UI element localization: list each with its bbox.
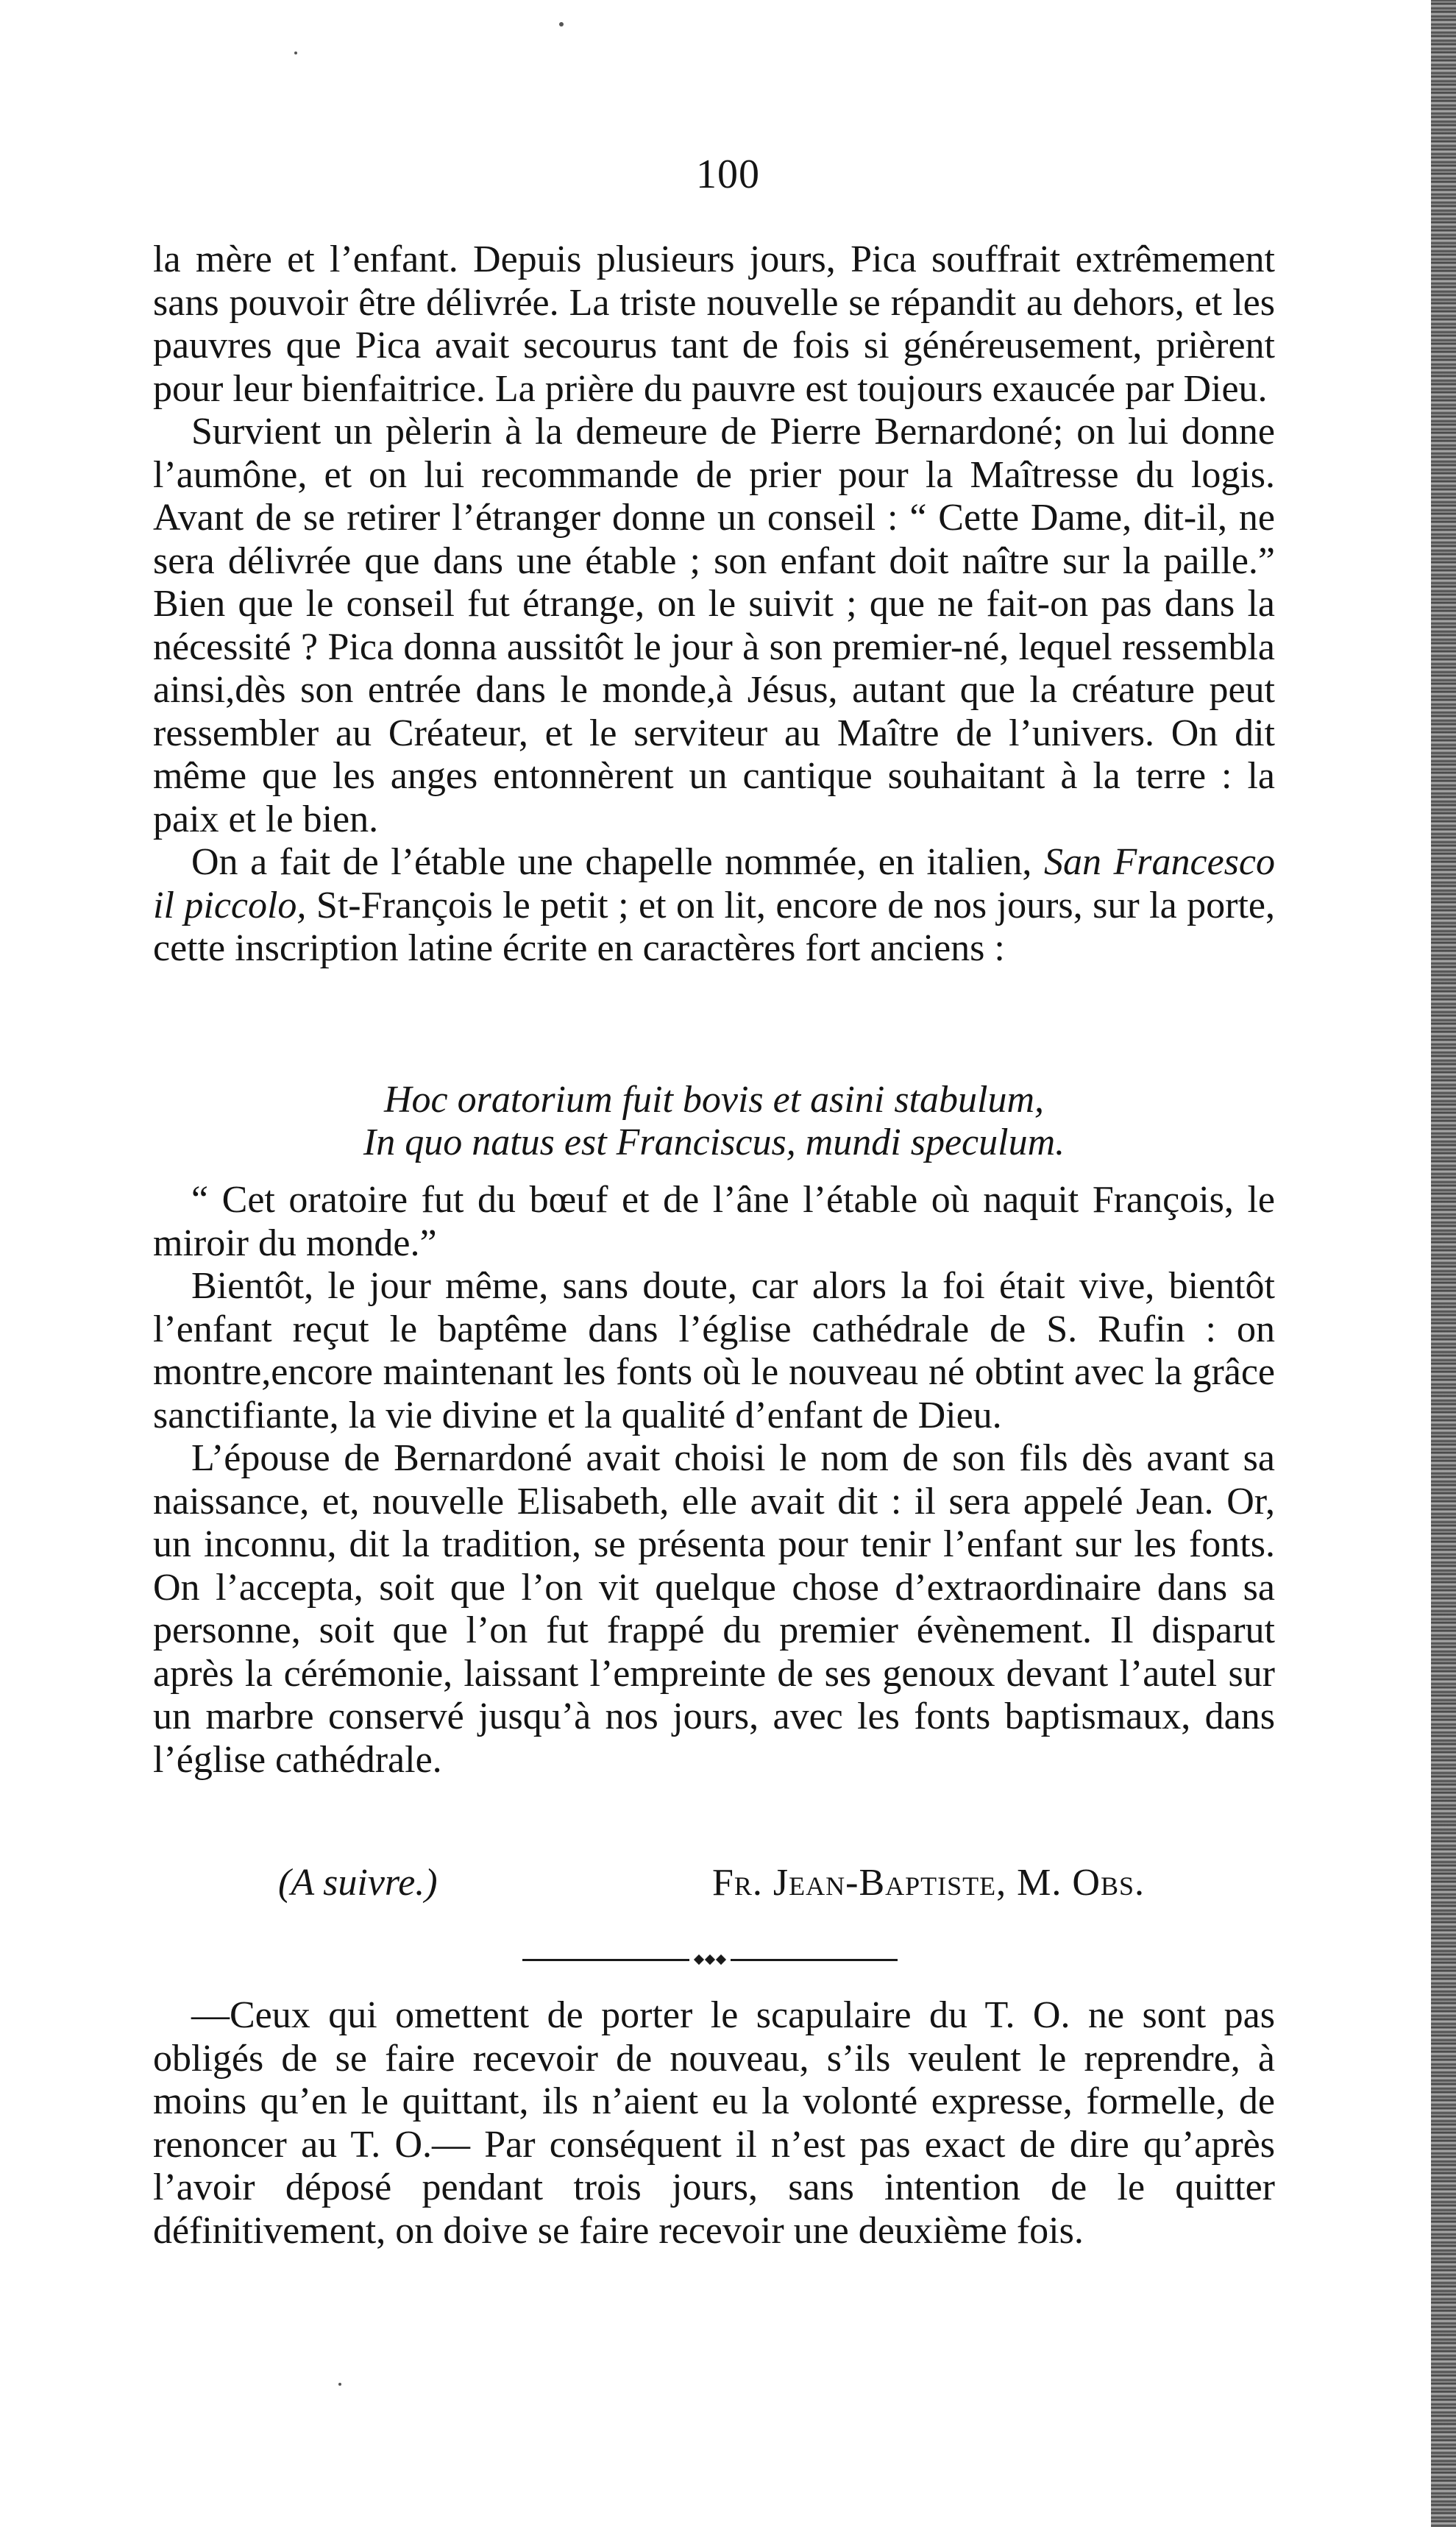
page-binding-edge <box>1431 0 1456 2527</box>
page-number: 100 <box>696 152 760 197</box>
paragraph <box>153 841 1275 971</box>
paragraph: “ Cet oratoire fut du bœuf et de l’âne l’étable où naquit François, le miroir du monde.” <box>153 1179 1275 1264</box>
paragraph: Bientôt, le jour même, sans doute, car alors la foi était vive, bientôt l’enfant reçut le baptême dans l’église cathédrale de S. Rufin : on montre,encore maintenant les fonts où le nouveau né obtint avec la grâce sanctifiante, la vie divine et la qualité d’enfant de Dieu. <box>153 1265 1275 1436</box>
italic-place-name: San Francesco il piccolo, <box>153 841 1275 926</box>
scan-speck <box>559 22 564 26</box>
divider-ornament-icon <box>689 1953 731 1966</box>
inscription-line: Hoc oratorium fuit bovis et asini stabulum, <box>384 1079 1044 1121</box>
paragraph-tail: St-François le petit ; et on lit, encore de nos jours, sur la porte, cette inscription latine écrite en caractères fort anciens : <box>153 884 1276 969</box>
scan-speck <box>338 2383 341 2386</box>
body-text-top <box>153 238 1275 971</box>
body-text-bottom <box>153 1994 1275 2253</box>
paragraph: la mère et l’enfant. Depuis plusieurs jours, Pica souffrait extrêmement sans pouvoir être délivrée. La triste nouvelle se répandit au dehors, et les pauvres que Pica avait secourus tant de fois si généreusement, prièrent pour leur bienfaitrice. La prière du pauvre est toujours exaucée par Dieu. <box>153 238 1275 410</box>
inscription-line: In quo natus est Franciscus, mundi speculum. <box>363 1121 1065 1163</box>
scan-speck <box>294 52 297 54</box>
paragraph-lead: On a fait de l’étable une chapelle nommée, en italien, <box>191 841 1044 883</box>
author-signature: Fr. Jean-Baptiste, M. Obs. <box>712 1862 1145 1904</box>
to-be-continued: (A suivre.) <box>278 1862 438 1904</box>
body-text-middle <box>153 1179 1275 1782</box>
latin-inscription <box>153 1079 1275 1164</box>
paragraph: —Ceux qui omettent de porter le scapulaire du T. O. ne sont pas obligés de se faire recevoir de nouveau, s’ils veulent le reprendre, à moins qu’en le quittant, ils n’aient eu la volonté expresse, formelle, de renoncer au T. O.— Par conséquent il n’est pas exact de dire qu’après l’avoir déposé pendant trois jours, sans intention de le quitter définitivement, on doive se faire recevoir une deuxième fois. <box>153 1994 1275 2252</box>
paragraph: L’épouse de Bernardoné avait choisi le nom de son fils dès avant sa naissance, et, nouvelle Elisabeth, elle avait dit : il sera appelé Jean. Or, un inconnu, dit la tradition, se présenta pour tenir l’enfant sur les fonts. On l’accepta, soit que l’on vit quelque chose d’extraordinaire dans sa personne, soit que l’on fut frappé du premier évènement. Il disparut après la cérémonie, laissant l’empreinte de ses genoux devant l’autel sur un marbre conservé jusqu’à nos jours, avec les fonts baptismaux, dans l’église cathédrale. <box>153 1437 1275 1781</box>
paragraph: Survient un pèlerin à la demeure de Pierre Bernardoné; on lui donne l’aumône, et on lui recommande de prier pour la Maîtresse du logis. Avant de se retirer l’étranger donne un conseil : “ Cette Dame, dit-il, ne sera délivrée que dans une étable ; son enfant doit naître sur la paille.” Bien que le conseil fut étrange, on le suivit ; que ne fait-on pas dans la nécessité ? Pica donna aussitôt le jour à son premier-né, lequel ressembla ainsi,dès son entrée dans le monde,à Jésus, autant que la créature peut ressembler au Créateur, et le serviteur au Maître de l’univers. On dit même que les anges entonnèrent un cantique souhaitant à la terre : la paix et le bien. <box>153 411 1275 840</box>
